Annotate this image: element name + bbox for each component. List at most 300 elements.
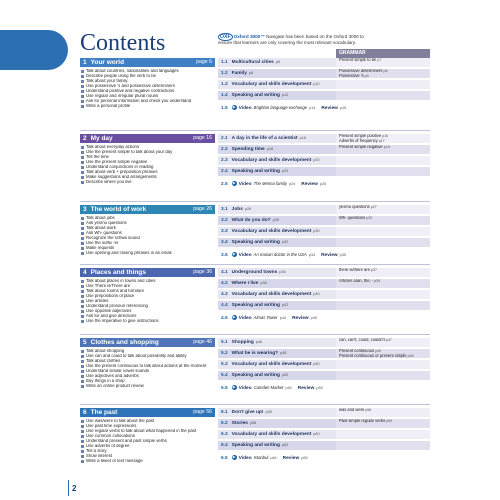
lesson-label bbox=[218, 134, 336, 143]
lesson-row[interactable] bbox=[218, 80, 430, 89]
grammar-column-header: GRAMMAR bbox=[336, 49, 430, 58]
video-play-icon: ▶ bbox=[232, 315, 236, 320]
unit-page: page 36 bbox=[193, 269, 212, 275]
lesson-page: p16 bbox=[299, 136, 306, 140]
oxford-text: Navigate has been based on the Oxford 3000 to ensure that learners are only covering the most relevant vocabulary. bbox=[218, 34, 364, 45]
aim-item: Ask for personal information and check you understand bbox=[80, 99, 215, 104]
unit-aims-list bbox=[80, 349, 215, 389]
aim-item: Show interest bbox=[80, 454, 215, 459]
video-title: Camden Market bbox=[253, 385, 284, 390]
video-play-icon: ▶ bbox=[232, 385, 236, 390]
unit-header[interactable] bbox=[80, 205, 215, 214]
lesson-title: A day in the life of a scientist bbox=[231, 136, 298, 141]
aim-item: Understand conjunctions in reading bbox=[80, 165, 215, 170]
lesson-page: p40 bbox=[313, 292, 320, 296]
aim-item: Ask for and give directions bbox=[80, 314, 215, 319]
unit-aims-list bbox=[80, 145, 215, 185]
aim-item: Describe where you live bbox=[80, 180, 215, 185]
grammar-page: p49 bbox=[407, 353, 414, 358]
lesson-number: 3.3 bbox=[221, 229, 228, 234]
grammar-cell bbox=[336, 167, 430, 176]
video-lesson-number: 4.5 bbox=[221, 316, 228, 321]
grammar-page: p39 bbox=[374, 279, 381, 284]
aim-item: Write a tweet or text message bbox=[80, 459, 215, 464]
unit-number: 3 bbox=[83, 206, 87, 213]
unit-page: page 56 bbox=[193, 409, 212, 415]
unit-header[interactable] bbox=[80, 134, 215, 143]
grammar-cell bbox=[336, 80, 430, 89]
aim-item: Talk about clothes bbox=[80, 359, 215, 364]
lesson-row[interactable] bbox=[218, 91, 430, 100]
grammar-cell bbox=[336, 205, 430, 214]
lesson-title: Family bbox=[231, 71, 247, 76]
lesson-row[interactable] bbox=[218, 134, 430, 143]
lesson-title: Stories bbox=[231, 421, 248, 426]
lesson-page: p8 bbox=[248, 71, 254, 75]
aim-item: Make requests bbox=[80, 246, 215, 251]
grammar-page: p8 bbox=[383, 69, 388, 74]
grammar-point: Articles a/an, the, - bbox=[339, 279, 374, 284]
lesson-number: 1.2 bbox=[221, 71, 228, 76]
oxford-logo-icon: OXF bbox=[220, 34, 231, 40]
page-number: 2 bbox=[72, 484, 77, 493]
video-label bbox=[218, 103, 430, 112]
video-lesson-number: 5.5 bbox=[221, 386, 228, 391]
lesson-label bbox=[218, 430, 336, 439]
video-page: p64 bbox=[270, 456, 277, 460]
unit-page: page 46 bbox=[193, 339, 212, 345]
lesson-number: 6.1 bbox=[221, 410, 228, 415]
lesson-page: p30 bbox=[313, 229, 320, 233]
aim-item: Talk about verb + preposition phrases bbox=[80, 170, 215, 175]
aim-item: Buy things in a shop bbox=[80, 379, 215, 384]
lesson-label bbox=[218, 441, 336, 450]
aim-item: Talk about countries, nationalities and languages bbox=[80, 69, 215, 74]
aim-item: Use adjectives and adverbs bbox=[80, 374, 215, 379]
video-lesson-number: 3.5 bbox=[221, 253, 228, 258]
grammar-cell bbox=[336, 349, 430, 358]
aim-item: Use was/were to talk about the past bbox=[80, 419, 215, 424]
lesson-number: 3.1 bbox=[221, 207, 228, 212]
grammar-page: p18 bbox=[383, 145, 390, 150]
video-word: Video bbox=[238, 456, 252, 461]
unit-page: page 26 bbox=[193, 206, 212, 212]
aim-item: Talk about work bbox=[80, 226, 215, 231]
lesson-page: p12 bbox=[281, 93, 289, 97]
video-page: p24 bbox=[288, 182, 296, 186]
lesson-page: p52 bbox=[281, 373, 289, 377]
lesson-page: p60 bbox=[313, 432, 320, 436]
video-title: Istanbul bbox=[253, 455, 269, 460]
lesson-title: What he is wearing? bbox=[231, 351, 279, 356]
lesson-number: 5.3 bbox=[221, 362, 228, 367]
lesson-row[interactable] bbox=[218, 167, 430, 176]
lesson-title: Speaking and writing bbox=[231, 93, 280, 98]
aim-item: Understand positive and negative contractions bbox=[80, 89, 215, 94]
aim-item: Understand similar vowel sounds bbox=[80, 369, 215, 374]
lesson-title: Speaking and writing bbox=[231, 169, 280, 174]
unit-divider bbox=[80, 130, 430, 131]
video-word: Video bbox=[238, 106, 252, 111]
unit-number: 5 bbox=[83, 339, 87, 346]
lesson-label bbox=[218, 145, 336, 154]
aim-item: Talk about rooms and furniture bbox=[80, 289, 215, 294]
review-label: Review bbox=[321, 106, 338, 111]
video-word: Video bbox=[238, 253, 252, 258]
unit-page: page 16 bbox=[193, 135, 212, 141]
lesson-label bbox=[218, 58, 336, 67]
unit-aims-list bbox=[80, 419, 215, 464]
lesson-label bbox=[218, 268, 336, 277]
aim-item: Use the imperative to give instructions bbox=[80, 319, 215, 324]
lesson-title: Speaking and writing bbox=[231, 240, 280, 245]
lesson-number: 4.4 bbox=[221, 303, 228, 308]
grammar-point: was and were bbox=[339, 408, 365, 413]
grammar-point: Possessive determiners bbox=[339, 69, 383, 74]
lesson-number: 6.2 bbox=[221, 421, 228, 426]
grammar-page: p16 bbox=[382, 134, 389, 139]
aim-item: Use possessive 's and possessive determiners bbox=[80, 84, 215, 89]
lesson-title: Vocabulary and skills development bbox=[231, 82, 312, 87]
video-review-row[interactable] bbox=[218, 179, 430, 188]
lesson-label bbox=[218, 419, 336, 428]
grammar-point: Present continuous or present simple bbox=[339, 352, 407, 358]
lesson-label bbox=[218, 408, 336, 417]
video-title: An Iranian doctor in the USA bbox=[253, 252, 307, 257]
lesson-row[interactable] bbox=[218, 441, 430, 450]
lesson-row[interactable] bbox=[218, 290, 430, 299]
aim-item: Use the present continuous to talk about actions at the moment bbox=[80, 364, 215, 369]
grammar-page: p49 bbox=[375, 349, 382, 354]
lesson-label bbox=[218, 290, 336, 299]
review-page: p55 bbox=[316, 386, 323, 390]
grammar-cell bbox=[336, 371, 430, 380]
lesson-title: Vocabulary and skills development bbox=[231, 362, 312, 367]
lesson-title: Spending time bbox=[231, 147, 265, 152]
aim-item: Ask Wh- questions bbox=[80, 231, 215, 236]
lesson-number: 2.2 bbox=[221, 147, 228, 152]
unit-divider bbox=[80, 264, 430, 265]
grammar-point: Adverbs of frequency bbox=[339, 137, 378, 143]
grammar-point: there is/there are bbox=[339, 268, 370, 273]
lesson-row[interactable] bbox=[218, 301, 430, 310]
unit-name: Clothes and shopping bbox=[90, 339, 159, 346]
grammar-cell bbox=[336, 279, 430, 288]
review-label: Review bbox=[297, 386, 315, 391]
video-lesson-number: 6.5 bbox=[221, 456, 228, 461]
grammar-point: Present simple negative bbox=[339, 145, 383, 150]
unit-divider bbox=[80, 201, 430, 202]
lesson-number: 3.2 bbox=[221, 218, 228, 223]
lesson-title: What do you do? bbox=[231, 218, 271, 223]
review-page: p65 bbox=[301, 456, 308, 460]
grammar-page: p17 bbox=[378, 138, 385, 143]
lesson-title: Where I live bbox=[231, 281, 259, 286]
lesson-label bbox=[218, 349, 336, 358]
unit-name: My day bbox=[90, 135, 113, 142]
aim-item: Use can and could to talk about possibility and ability bbox=[80, 354, 215, 359]
lesson-row[interactable] bbox=[218, 349, 430, 358]
review-page: p35 bbox=[339, 253, 346, 257]
video-play-icon: ▶ bbox=[232, 455, 236, 460]
lesson-row[interactable] bbox=[218, 58, 430, 67]
lesson-page: p50 bbox=[313, 362, 320, 366]
unit-header[interactable] bbox=[80, 58, 215, 67]
review-label: Review bbox=[282, 456, 300, 461]
aim-item: Write a personal profile bbox=[80, 104, 215, 109]
lesson-page: p18 bbox=[266, 147, 274, 151]
lesson-row[interactable] bbox=[218, 156, 430, 165]
lesson-label bbox=[218, 216, 336, 225]
aim-item: Describe people using the verb to be bbox=[80, 74, 215, 79]
video-review-row[interactable] bbox=[218, 103, 430, 112]
unit-page: page 6 bbox=[196, 59, 212, 65]
grammar-cell bbox=[336, 134, 430, 143]
lesson-label bbox=[218, 338, 336, 347]
grammar-cell bbox=[336, 441, 430, 450]
lesson-page: p20 bbox=[313, 158, 320, 162]
aim-item: Understand present and past simple verbs bbox=[80, 439, 215, 444]
aim-item: Make suggestions and arrangements bbox=[80, 175, 215, 180]
video-review-row[interactable] bbox=[218, 250, 430, 259]
grammar-cell bbox=[336, 360, 430, 369]
page-title: Contents bbox=[80, 30, 166, 56]
lesson-page: p10 bbox=[313, 82, 320, 86]
lesson-label bbox=[218, 91, 336, 100]
grammar-cell bbox=[336, 145, 430, 154]
lesson-number: 2.1 bbox=[221, 136, 228, 141]
grammar-point: Possessive 's bbox=[339, 72, 364, 78]
lesson-row[interactable] bbox=[218, 205, 430, 214]
lesson-row[interactable] bbox=[218, 430, 430, 439]
grammar-page: p7 bbox=[377, 58, 382, 63]
lesson-row[interactable] bbox=[218, 408, 430, 417]
lesson-title: Vocabulary and skills development bbox=[231, 158, 312, 163]
grammar-page: p59 bbox=[386, 419, 393, 424]
aim-item: Tell a story bbox=[80, 449, 215, 454]
aim-item: Use regular and irregular plural nouns bbox=[80, 94, 215, 99]
lesson-number: 4.2 bbox=[221, 281, 228, 286]
lesson-title: Don't give up! bbox=[231, 410, 264, 415]
unit-number: 2 bbox=[83, 135, 87, 142]
video-title: Brighton language exchange bbox=[253, 105, 307, 110]
video-review-row[interactable] bbox=[218, 313, 430, 322]
grammar-cell bbox=[336, 268, 430, 277]
aim-item: Use the suffix -er bbox=[80, 241, 215, 246]
lesson-row[interactable] bbox=[218, 227, 430, 236]
grammar-cell bbox=[336, 216, 430, 225]
unit-name: Places and things bbox=[90, 269, 146, 276]
aim-item: Talk about jobs bbox=[80, 216, 215, 221]
unit-name: The past bbox=[90, 409, 118, 416]
lesson-title: Jobs bbox=[231, 207, 243, 212]
unit-number: 1 bbox=[83, 59, 87, 66]
unit-aims-list bbox=[80, 279, 215, 324]
lesson-label bbox=[218, 360, 336, 369]
lesson-number: 5.2 bbox=[221, 351, 228, 356]
grammar-point: can, can't, could, couldn't bbox=[339, 338, 385, 343]
video-review-row[interactable] bbox=[218, 453, 430, 462]
video-play-icon: ▶ bbox=[232, 252, 236, 257]
oxford-brand: Oxford 3000™ bbox=[233, 34, 265, 39]
video-label bbox=[218, 313, 430, 322]
aim-item: Talk about your family bbox=[80, 79, 215, 84]
lesson-page: p48 bbox=[280, 351, 287, 355]
video-label bbox=[218, 453, 430, 462]
lesson-title: Shopping bbox=[231, 340, 254, 345]
aim-item: Use past time expressions bbox=[80, 424, 215, 429]
video-label bbox=[218, 179, 430, 188]
aim-item: Talk about places in towns and cities bbox=[80, 279, 215, 284]
lesson-row[interactable] bbox=[218, 69, 430, 78]
aim-item: Use the present simple to talk about your day bbox=[80, 150, 215, 155]
video-title: The Menna family bbox=[253, 181, 287, 186]
lesson-row[interactable] bbox=[218, 371, 430, 380]
grammar-cell bbox=[336, 156, 430, 165]
grammar-page: p47 bbox=[385, 338, 392, 343]
lesson-row[interactable] bbox=[218, 338, 430, 347]
review-label: Review bbox=[321, 253, 338, 258]
video-page: p34 bbox=[308, 253, 316, 257]
unit-number: 6 bbox=[83, 409, 87, 416]
aim-item: Talk about shopping bbox=[80, 349, 215, 354]
aim-item: Use common collocations bbox=[80, 434, 215, 439]
lesson-row[interactable] bbox=[218, 238, 430, 247]
lesson-label bbox=[218, 371, 336, 380]
video-label bbox=[218, 250, 430, 259]
aim-item: Recognize the schwa sound bbox=[80, 236, 215, 241]
grammar-cell bbox=[336, 227, 430, 236]
lesson-row[interactable] bbox=[218, 268, 430, 277]
unit-divider bbox=[80, 404, 430, 405]
video-review-row[interactable] bbox=[218, 383, 430, 392]
grammar-cell bbox=[336, 69, 430, 78]
lesson-title: Underground towns bbox=[231, 270, 278, 275]
video-label bbox=[218, 383, 430, 392]
lesson-label bbox=[218, 205, 336, 214]
lesson-title: Multicultural cities bbox=[231, 60, 274, 65]
unit-header[interactable] bbox=[80, 408, 215, 417]
lesson-page: p36 bbox=[279, 270, 286, 274]
unit-aims-list bbox=[80, 69, 215, 109]
grammar-point: Wh- questions bbox=[339, 216, 366, 221]
lesson-page: p58 bbox=[249, 421, 257, 425]
lesson-label bbox=[218, 227, 336, 236]
lesson-number: 2.4 bbox=[221, 169, 228, 174]
lesson-label bbox=[218, 80, 336, 89]
grammar-cell bbox=[336, 419, 430, 428]
aim-item: Use the present simple negative bbox=[80, 160, 215, 165]
unit-divider bbox=[80, 334, 430, 335]
lesson-row[interactable] bbox=[218, 419, 430, 428]
grammar-page: p9 bbox=[364, 73, 369, 78]
lesson-title: Speaking and writing bbox=[231, 303, 280, 308]
aim-item: Understand pronoun referencing bbox=[80, 304, 215, 309]
grammar-cell bbox=[336, 58, 430, 67]
aim-item: Talk about everyday actions bbox=[80, 145, 215, 150]
grammar-cell bbox=[336, 290, 430, 299]
lesson-number: 6.3 bbox=[221, 432, 228, 437]
lesson-page: p38 bbox=[260, 281, 267, 285]
video-lesson-number: 1.5 bbox=[221, 106, 228, 111]
grammar-cell bbox=[336, 408, 430, 417]
lesson-page: p22 bbox=[281, 169, 289, 173]
unit-header[interactable] bbox=[80, 338, 215, 347]
lesson-label bbox=[218, 238, 336, 247]
review-label: Review bbox=[292, 316, 309, 321]
grammar-cell bbox=[336, 430, 430, 439]
lesson-title: Speaking and writing bbox=[231, 443, 280, 448]
aim-item: Use articles bbox=[80, 299, 215, 304]
lesson-page: p46 bbox=[255, 340, 263, 344]
unit-aims-list bbox=[80, 216, 215, 256]
lesson-title: Vocabulary and skills development bbox=[231, 229, 312, 234]
lesson-page: p42 bbox=[281, 303, 289, 307]
lesson-row[interactable] bbox=[218, 216, 430, 225]
video-page: p44 bbox=[279, 316, 287, 320]
grammar-page: p56 bbox=[365, 408, 372, 413]
aim-item: Use opening and closing phrases in an email bbox=[80, 251, 215, 256]
lesson-page: p62 bbox=[281, 443, 289, 447]
aim-item: Use adverbs of degree bbox=[80, 444, 215, 449]
grammar-point: Past simple regular verbs bbox=[339, 419, 386, 424]
lesson-label bbox=[218, 279, 336, 288]
video-word: Video bbox=[238, 316, 252, 321]
lesson-number: 4.1 bbox=[221, 270, 228, 275]
lesson-row[interactable] bbox=[218, 279, 430, 288]
grammar-cell bbox=[336, 91, 430, 100]
unit-header[interactable] bbox=[80, 268, 215, 277]
grammar-cell bbox=[336, 238, 430, 247]
grammar-page: p27 bbox=[370, 205, 377, 210]
review-page: p15 bbox=[339, 106, 347, 110]
page-number-bar bbox=[68, 480, 69, 496]
lesson-page: p56 bbox=[265, 410, 272, 414]
aim-item: Use regular verbs to talk about what happened in the past bbox=[80, 429, 215, 434]
video-title: Almas Tower bbox=[253, 315, 278, 320]
lesson-number: 5.1 bbox=[221, 340, 228, 345]
video-page: p54 bbox=[285, 386, 292, 390]
video-lesson-number: 2.5 bbox=[221, 182, 228, 187]
lesson-title: Vocabulary and skills development bbox=[231, 292, 312, 297]
aim-item: Use There is/There are bbox=[80, 284, 215, 289]
grammar-page: p37 bbox=[370, 268, 377, 273]
lesson-title: Vocabulary and skills development bbox=[231, 432, 312, 437]
aim-item: Use opposite adjectives bbox=[80, 309, 215, 314]
grammar-cell bbox=[336, 301, 430, 310]
lesson-row[interactable] bbox=[218, 145, 430, 154]
lesson-page: p32 bbox=[281, 240, 289, 244]
video-word: Video bbox=[238, 182, 252, 187]
lesson-label bbox=[218, 156, 336, 165]
aim-item: Tell the time bbox=[80, 155, 215, 160]
lesson-label bbox=[218, 301, 336, 310]
unit-name: The world of work bbox=[90, 206, 147, 213]
video-page: p14 bbox=[308, 106, 316, 110]
grammar-point: Present simple positive bbox=[339, 134, 382, 139]
grammar-point: Present continuous bbox=[339, 349, 375, 354]
lesson-number: 2.3 bbox=[221, 158, 228, 163]
grammar-point: Present simple to be bbox=[339, 58, 377, 63]
lesson-page: p26 bbox=[244, 207, 252, 211]
lesson-title: Speaking and writing bbox=[231, 373, 280, 378]
lesson-row[interactable] bbox=[218, 360, 430, 369]
oxford-3000-note bbox=[218, 34, 368, 46]
lesson-page: p6 bbox=[275, 60, 281, 64]
video-play-icon: ▶ bbox=[232, 181, 236, 186]
video-play-icon: ▶ bbox=[232, 105, 236, 110]
lesson-number: 1.3 bbox=[221, 82, 228, 87]
